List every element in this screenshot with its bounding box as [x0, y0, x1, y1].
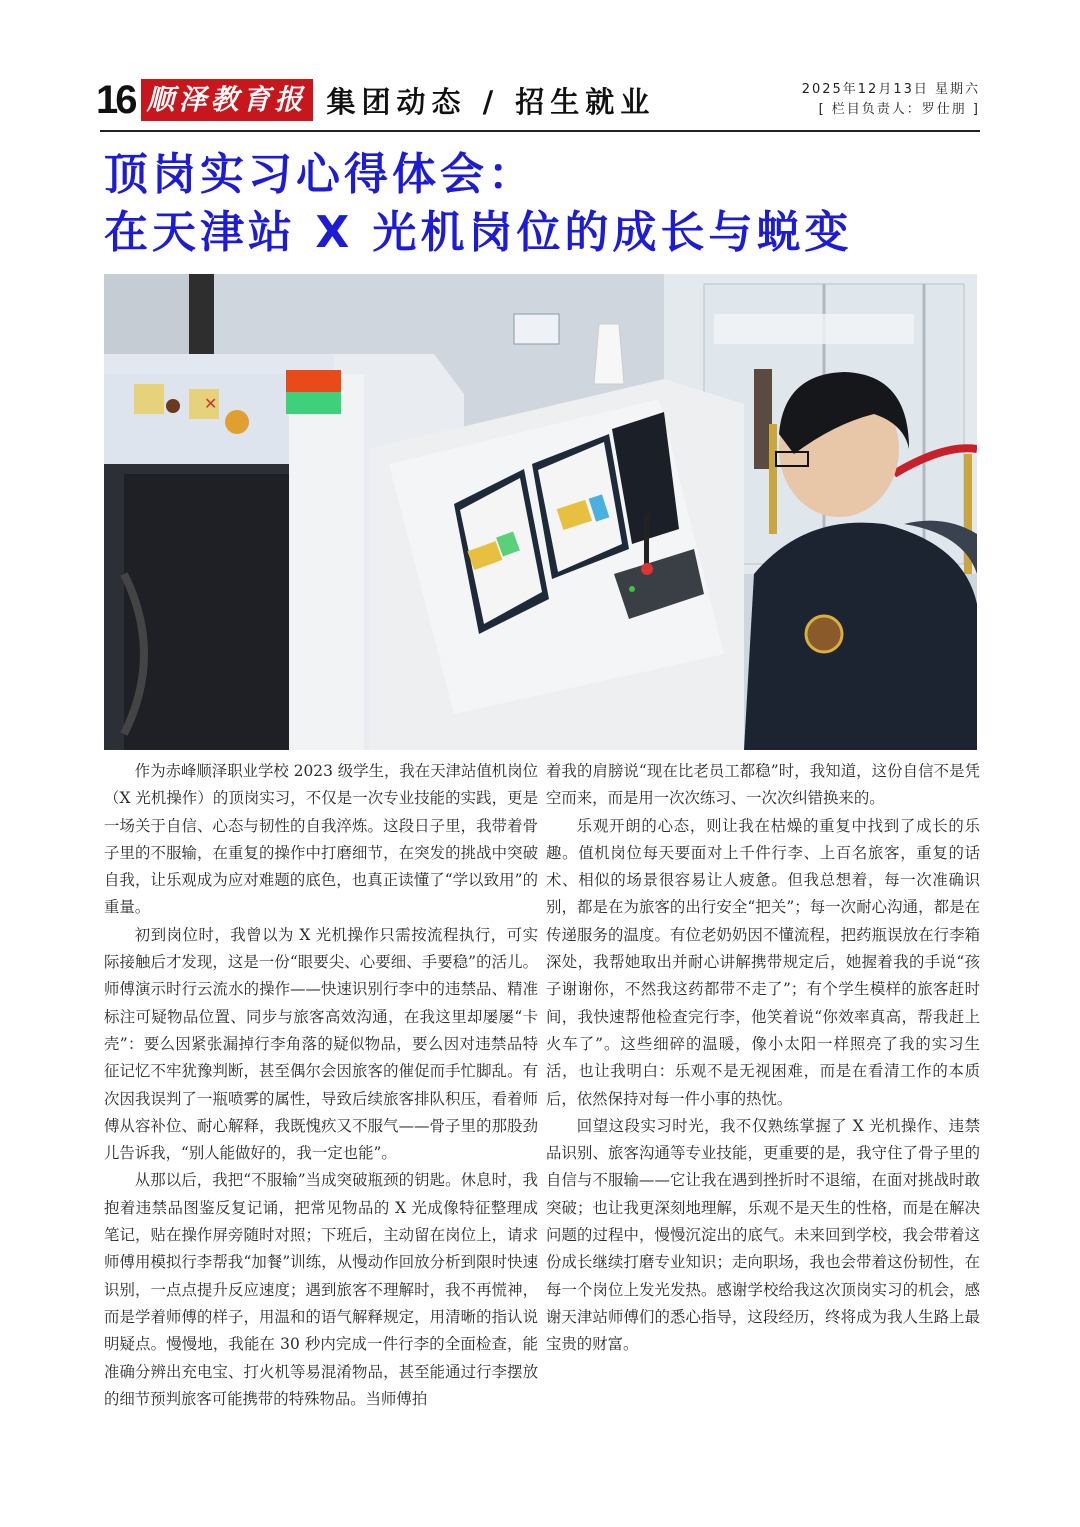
paragraph: 初到岗位时，我曾以为 X 光机操作只需按流程执行，可实际接触后才发现，这是一份“眼要尖、心要细、手要稳”的活儿。师傅演示时行云流水的操作——快速识别行李中的违禁品、精准标注可疑物品位置、同步与旅客高效沟通，在我这里却屡屡“卡壳”：要么因紧张漏掉行李角落的疑似物品，要么因对违禁品特征记忆不牢犹豫判断，甚至偶尔会因旅客的催促而手忙脚乱。有次因我误判了一瓶喷雾的属性，导致后续旅客排队积压，看着师傅从容补位、耐心解释，我既愧疚又不服气——骨子里的那股劲儿告诉我，“别人能做好的，我一定也能”。: [104, 925, 538, 1163]
headline-line-2: 在天津站 X 光机岗位的成长与蜕变: [104, 207, 853, 258]
issue-date: 2025年12月13日 星期六: [801, 82, 980, 97]
paragraph-continued: 着我的肩膀说“现在比老员工都稳”时，我知道，这份自信不是凭空而来，而是用一次次练习、一次次纠错换来的。: [546, 762, 980, 808]
paragraph: 从那以后，我把“不服输”当成突破瓶颈的钥匙。休息时，我抱着违禁品图鉴反复记诵，把常见物品的 X 光成像特征整理成笔记，贴在操作屏旁随时对照；下班后，主动留在岗位上，请求师傅用模拟行李帮我“加餐”训练，从慢动作回放分析到限时快速识别，一点点提升反应速度；遇到旅客不理解时，我不再慌神，而是学着师傅的样子，用温和的语气解释规定，用清晰的指认说明疑点。慢慢地，我能在 30 秒内完成一件行李的全面检查，能准确分辨出充电宝、打火机等易混淆物品，甚至能通过行李摆放的细节预判旅客可能携带的特殊物品。当师傅拍: [104, 1171, 538, 1408]
article-headline: [104, 146, 853, 262]
paper-name-logo: 顺泽教育报: [141, 79, 313, 121]
svg-text:✕: ✕: [204, 394, 218, 413]
article-body-right-column: [546, 758, 980, 1359]
paragraph: 回望这段实习时光，我不仅熟练掌握了 X 光机操作、违禁品识别、旅客沟通等专业技能，更重要的是，我守住了骨子里的自信与不服输——它让我在遇到挫折时不退缩，在面对挑战时敢突破；也让我更深刻地理解，乐观不是天生的性格，而是在解决问题的过程中，慢慢沉淀出的底气。未来回到学校，我会带着这份成长继续打磨专业知识；走向职场，我也会带着这份韧性，在每一个岗位上发光发热。感谢学校给我这次顶岗实习的机会，感谢天津站师傅们的悉心指导，这段经历，终将成为我人生路上最宝贵的财富。: [546, 1116, 980, 1354]
header-divider: [100, 130, 980, 132]
headline-line-1: 顶岗实习心得体会：: [104, 149, 536, 200]
article-body-left-column: [104, 758, 538, 1413]
page-number: 16: [96, 78, 135, 122]
column-editor: [ 栏目负责人：罗仕朋 ]: [818, 102, 980, 117]
section-title: 集团动态 / 招生就业: [326, 84, 656, 119]
paragraph: 乐观开朗的心态，则让我在枯燥的重复中找到了成长的乐趣。值机岗位每天要面对上千件行李、上百名旅客，重复的话术、相似的场景很容易让人疲惫。但我总想着，每一次准确识别，都是在为旅客的出行安全“把关”；每一次耐心沟通，都是在传递服务的温度。有位老奶奶因不懂流程，把药瓶误放在行李箱深处，我帮她取出并耐心讲解携带规定后，她握着我的手说“孩子谢谢你，不然我这药都带不走了”；有个学生模样的旅客赶时间，我快速帮他检查完行李，他笑着说“你效率真高，帮我赶上火车了”。这些细碎的温暖，像小太阳一样照亮了我的实习生活，也让我明白：乐观不是无视困难，而是在看清工作的本质后，依然保持对每一件小事的热忱。: [546, 816, 980, 1108]
article-photo: [104, 274, 977, 750]
paragraph: 作为赤峰顺泽职业学校 2023 级学生，我在天津站值机岗位（X 光机操作）的顶岗实习，不仅是一次专业技能的实践，更是一场关于自信、心态与韧性的自我淬炼。这段日子里，我带着骨子里的不服输，在重复的操作中打磨细节，在突发的挑战中突破自我，让乐观成为应对难题的底色，也真正读懂了“学以致用”的重量。: [104, 762, 538, 917]
masthead: [96, 78, 655, 122]
dateline: [802, 80, 980, 120]
